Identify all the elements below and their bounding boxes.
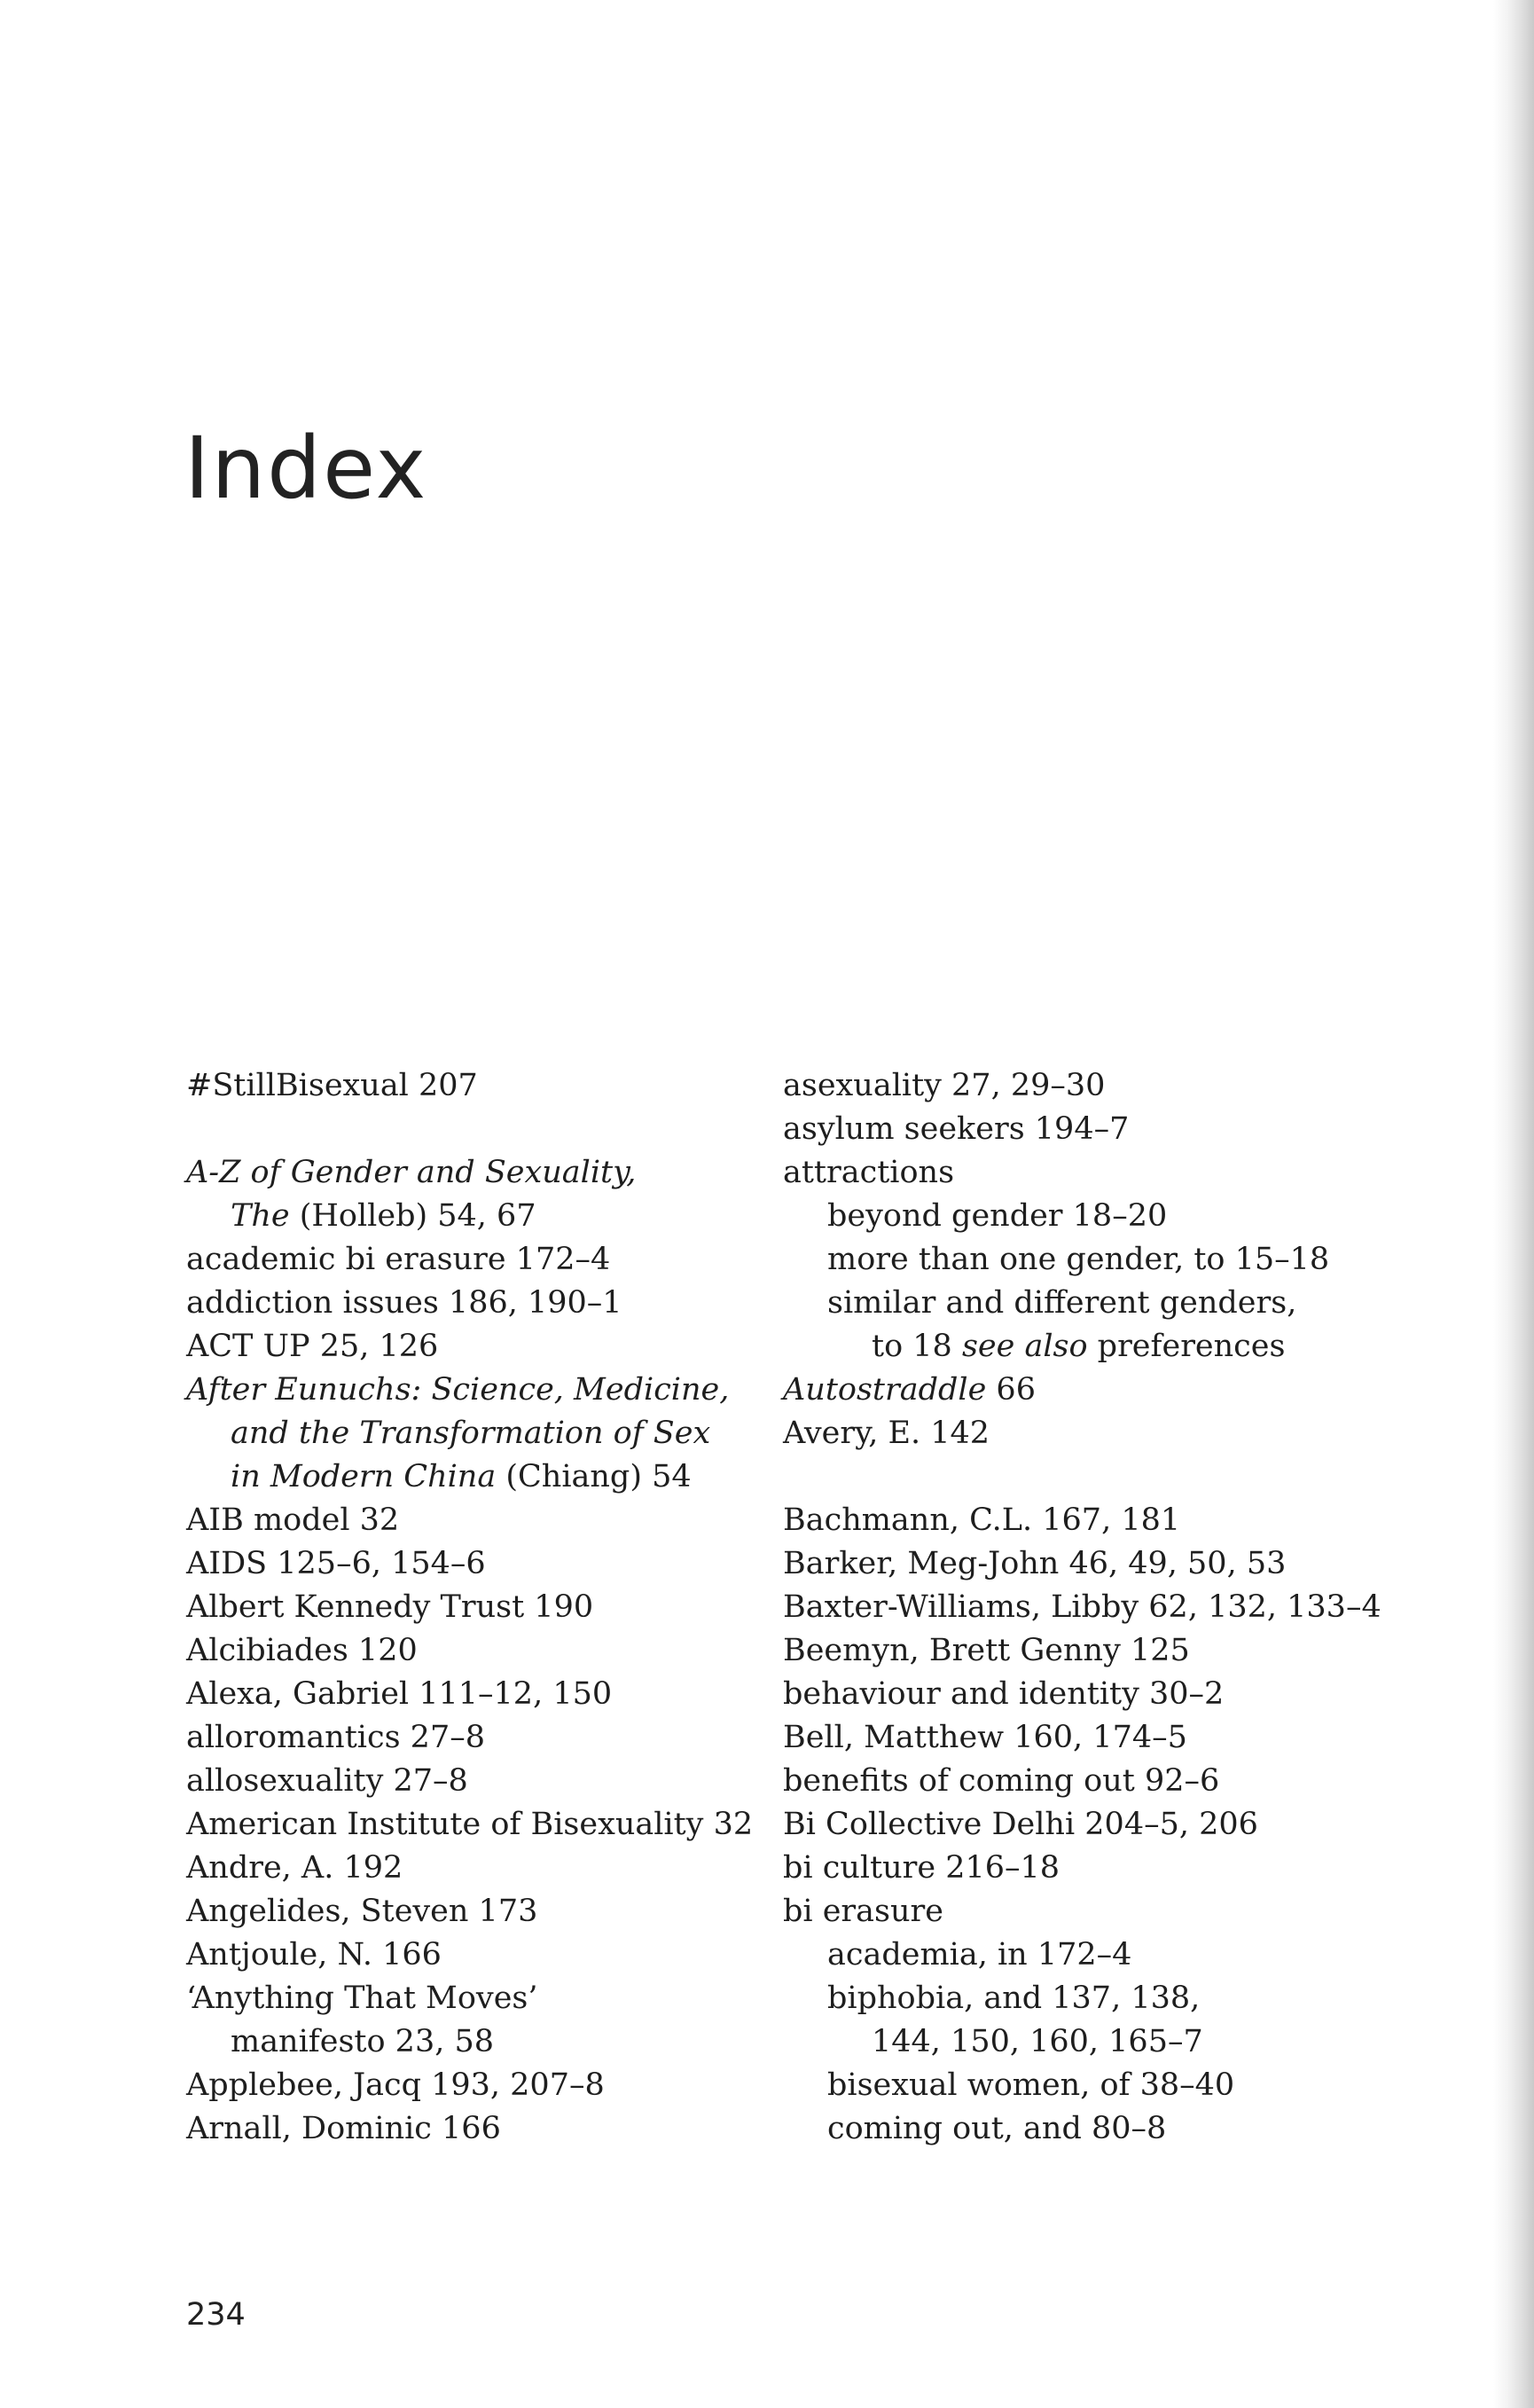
index-entry: benefits of coming out 92–6 [783,1763,1220,1799]
index-entry-continuation: The (Holleb) 54, 67 [231,1198,536,1234]
index-entry: Andre, A. 192 [186,1850,403,1886]
index-subentry: biphobia, and 137, 138, [827,1981,1201,2016]
index-entry-continuation: and the Transformation of Sex [231,1416,711,1451]
index-entry: American Institute of Bisexuality 32 [186,1807,754,1842]
index-entry: bi erasure [783,1894,943,1929]
index-subentry: beyond gender 18–20 [827,1198,1168,1234]
page-edge-shadow [1493,0,1534,2408]
index-column-left [186,1064,771,2151]
index-entry: Baxter-Williams, Libby 62, 132, 133–4 [783,1589,1381,1625]
index-entry: AIB model 32 [186,1502,400,1538]
index-entry: attractions [783,1155,955,1190]
page-title: Index [184,419,428,518]
page-number: 234 [186,2297,246,2333]
index-entry: Autostraddle 66 [783,1372,1036,1408]
index-entry: asylum seekers 194–7 [783,1111,1130,1147]
index-entry: Bachmann, C.L. 167, 181 [783,1502,1181,1538]
index-entry: Angelides, Steven 173 [186,1894,538,1929]
index-subentry: bisexual women, of 38–40 [827,2067,1235,2103]
index-entry-continuation: in Modern China (Chiang) 54 [231,1459,692,1494]
index-entry: Bell, Matthew 160, 174–5 [783,1720,1187,1755]
index-entry: AIDS 125–6, 154–6 [186,1546,486,1581]
index-entry: A-Z of Gender and Sexuality, [186,1155,637,1190]
index-entry: allosexuality 27–8 [186,1763,468,1799]
index-entry: alloromantics 27–8 [186,1720,485,1755]
index-subentry-continuation: 144, 150, 160, 165–7 [872,2024,1203,2059]
index-entry: addiction issues 186, 190–1 [186,1285,622,1321]
index-subentry: coming out, and 80–8 [827,2111,1167,2146]
index-entry: Alcibiades 120 [186,1633,418,1668]
index-subentry-continuation: to 18 see also preferences [872,1329,1286,1364]
index-subentry: similar and different genders, [827,1285,1297,1321]
index-entry: ‘Anything That Moves’ [186,1981,538,2016]
index-entry: behaviour and identity 30–2 [783,1676,1225,1712]
index-entry-continuation: manifesto 23, 58 [231,2024,495,2059]
index-entry: Albert Kennedy Trust 190 [186,1589,594,1625]
index-entry: #StillBisexual 207 [186,1068,478,1103]
index-entry: Avery, E. 142 [783,1416,990,1451]
index-entry: asexuality 27, 29–30 [783,1068,1106,1103]
index-entry: Antjoule, N. 166 [186,1937,442,1973]
index-entry: Alexa, Gabriel 111–12, 150 [186,1676,613,1712]
index-subentry: more than one gender, to 15–18 [827,1242,1330,1277]
index-entry: Bi Collective Delhi 204–5, 206 [783,1807,1258,1842]
index-entry: After Eunuchs: Science, Medicine, [186,1372,730,1408]
index-column-right [783,1064,1457,2151]
index-entry: Barker, Meg-John 46, 49, 50, 53 [783,1546,1287,1581]
index-entry: Arnall, Dominic 166 [186,2111,501,2146]
index-entry: ACT UP 25, 126 [186,1329,439,1364]
index-entry: bi culture 216–18 [783,1850,1060,1886]
index-entry: Beemyn, Brett Genny 125 [783,1633,1190,1668]
index-entry: academic bi erasure 172–4 [186,1242,611,1277]
index-entry: Applebee, Jacq 193, 207–8 [186,2067,605,2103]
index-subentry: academia, in 172–4 [827,1937,1132,1973]
